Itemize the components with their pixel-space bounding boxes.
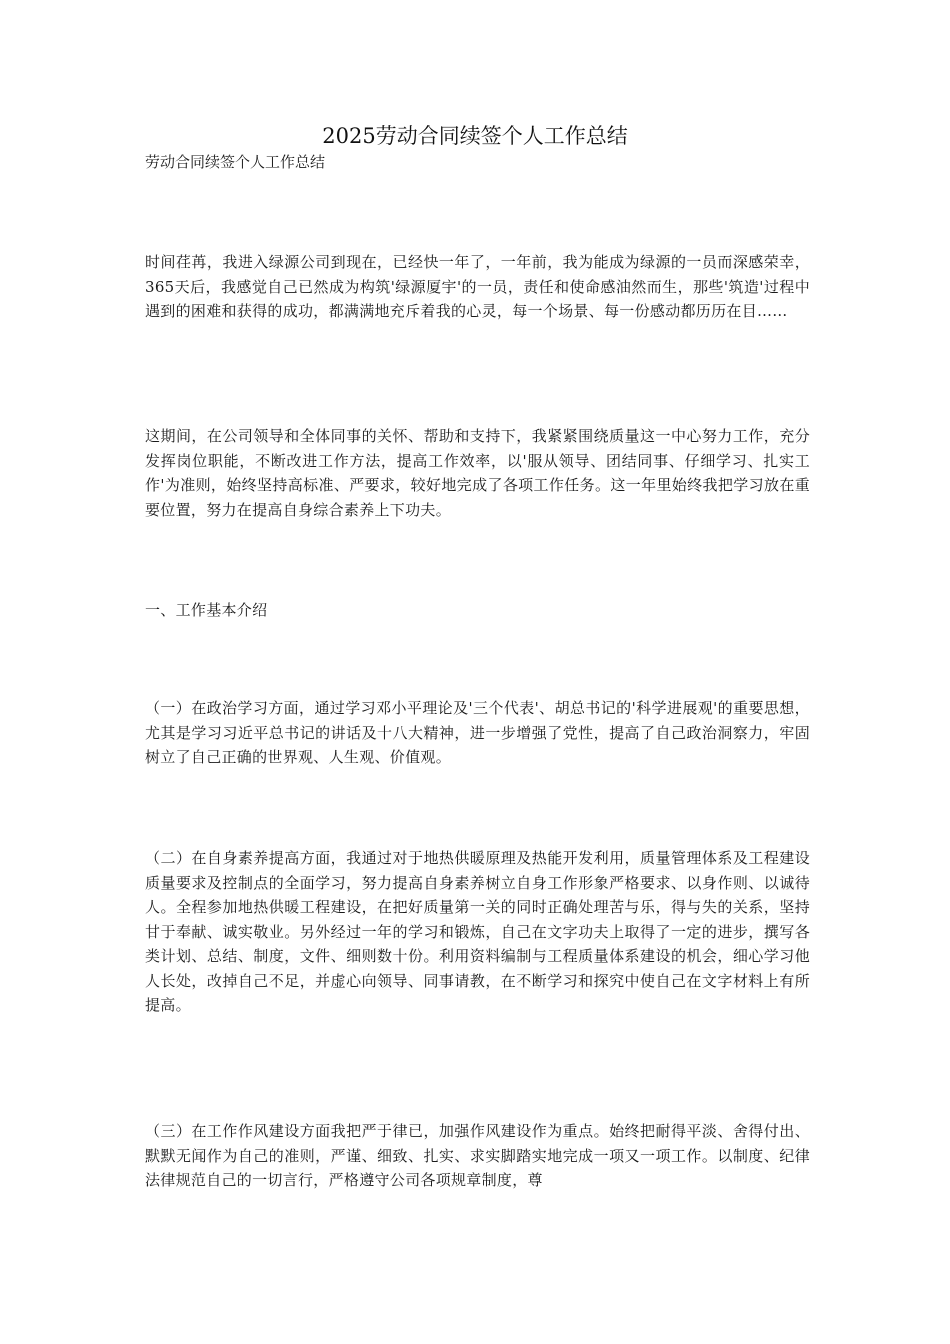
paragraph-intro: 时间荏苒，我进入绿源公司到现在，已经快一年了，一年前，我为能成为绿源的一员而深感荣幸，365天后，我感觉自己已然成为构筑'绿源厦宇'的一员，责任和使命感油然而生，那些'筑造'过程中遇到的困难和获得的成功，都满满地充斥着我的心灵，每一个场景、每一份感动都历历在目…… xyxy=(145,253,810,320)
paragraph-self-improvement: （二）在自身素养提高方面，我通过对于地热供暖原理及热能开发利用，质量管理体系及工程建设质量要求及控制点的全面学习，努力提高自身素养树立自身工作形象严格要求、以身作则、以诚待人。全程参加地热供暖工程建设，在把好质量第一关的同时正确处理苦与乐，得与失的关系，坚持甘于奉献、诚实敬业。另外经过一年的学习和锻炼，自己在文字功夫上取得了一定的进步，撰写各类计划、总结、制度，文件、细则数十份。利用资料编制与工程质量体系建设的机会，细心学习他人长处，改掉自己不足，并虚心向领导、同事请教，在不断学习和探究中使自己在文字材料上有所提高。 xyxy=(145,849,810,1014)
document-subtitle: 劳动合同续签个人工作总结 xyxy=(145,153,326,171)
paragraph-summary: 这期间，在公司领导和全体同事的关怀、帮助和支持下，我紧紧围绕质量这一中心努力工作，充分发挥岗位职能，不断改进工作方法，提高工作效率，以'服从领导、团结同事、仔细学习、扎实工作'为准则，始终坚持高标准、严要求，较好地完成了各项工作任务。这一年里始终我把学习放在重要位置，努力在提高自身综合素养上下功夫。 xyxy=(145,427,810,519)
paragraph-political-study: （一）在政治学习方面，通过学习邓小平理论及'三个代表'、胡总书记的'科学进展观'的重要思想，尤其是学习习近平总书记的讲话及十八大精神，进一步增强了党性，提高了自己政治洞察力，牢固树立了自己正确的世界观、人生观、价值观。 xyxy=(145,699,810,766)
document-title: 2025劳动合同续签个人工作总结 xyxy=(322,124,628,148)
section-heading: 一、工作基本介绍 xyxy=(145,601,268,619)
paragraph-work-style: （三）在工作作风建设方面我把严于律已，加强作风建设作为重点。始终把耐得平淡、舍得付出、默默无闻作为自己的准则，严谨、细致、扎实、求实脚踏实地完成一项又一项工作。以制度、纪律法律规范自己的一切言行，严格遵守公司各项规章制度，尊 xyxy=(145,1122,810,1189)
